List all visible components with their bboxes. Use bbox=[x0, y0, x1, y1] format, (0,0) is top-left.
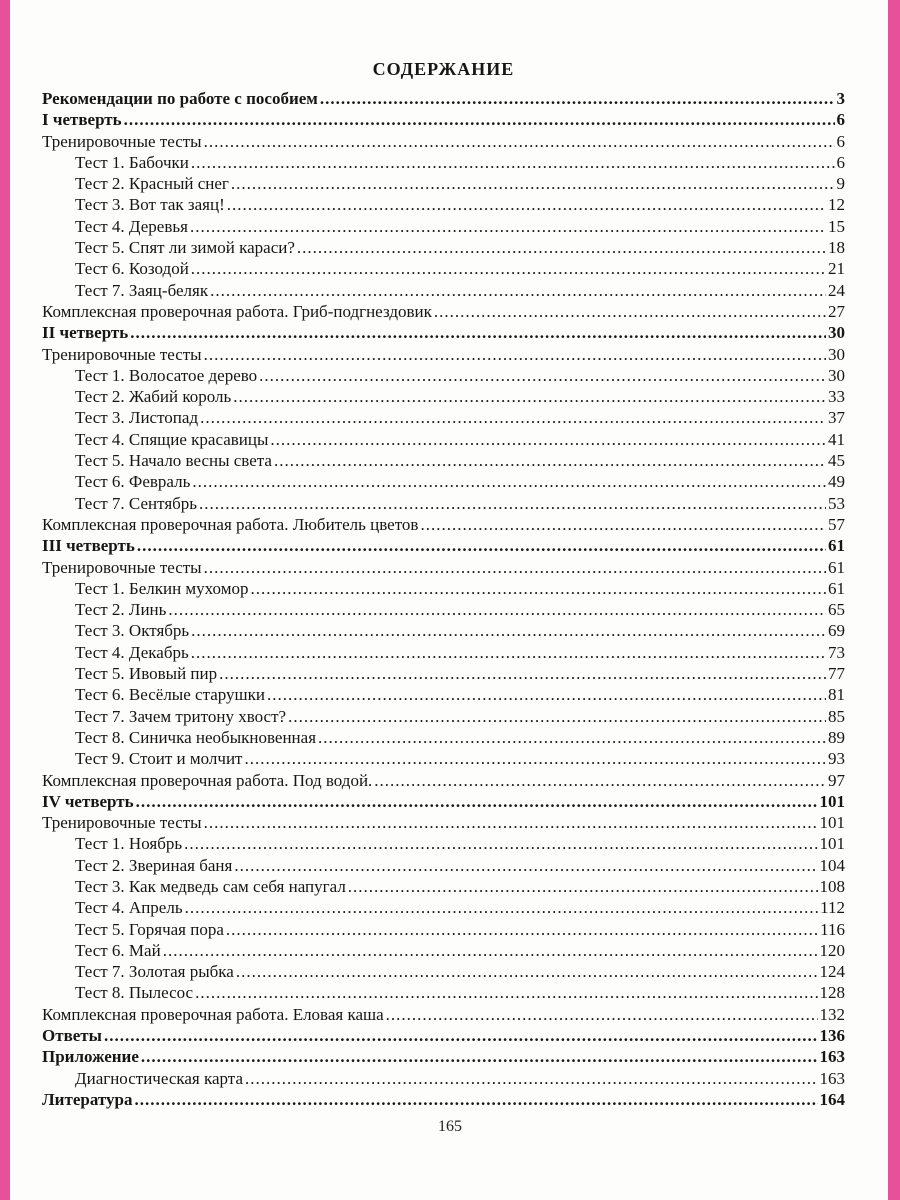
dot-leader bbox=[190, 216, 826, 237]
dot-leader bbox=[245, 1068, 818, 1089]
dot-leader bbox=[236, 961, 818, 982]
toc-entry-page: 124 bbox=[819, 962, 845, 982]
toc-entry-page: 53 bbox=[828, 493, 845, 513]
toc-entry-page: 12 bbox=[828, 195, 845, 215]
toc-entry-title: Тест 1. Ноябрь bbox=[75, 834, 183, 854]
toc-entry-title: IV четверть bbox=[42, 791, 134, 811]
toc-entry-title: Тест 8. Синичка необыкновенная bbox=[75, 727, 317, 747]
toc-entry bbox=[42, 429, 845, 450]
dot-leader bbox=[210, 280, 826, 301]
dot-leader bbox=[320, 88, 835, 109]
toc-list bbox=[42, 88, 845, 1110]
dot-leader bbox=[134, 1089, 817, 1110]
toc-entry-title: Комплексная проверочная работа. Гриб-подгнездовик bbox=[42, 301, 432, 321]
toc-entry bbox=[42, 706, 845, 727]
toc-entry bbox=[42, 919, 845, 940]
dot-leader bbox=[191, 258, 826, 279]
toc-entry-title: Комплексная проверочная работа. Еловая каша bbox=[42, 1004, 384, 1024]
toc-entry-title: Тест 7. Заяц-беляк bbox=[75, 280, 209, 300]
dot-leader bbox=[184, 833, 817, 854]
toc-entry bbox=[42, 1025, 845, 1046]
toc-entry bbox=[42, 599, 845, 620]
toc-entry-title: Диагностическая карта bbox=[75, 1068, 243, 1088]
dot-leader bbox=[374, 770, 826, 791]
toc-entry-title: Тест 2. Жабий король bbox=[75, 387, 232, 407]
left-page-edge bbox=[0, 0, 10, 1200]
dot-leader bbox=[204, 344, 826, 365]
toc-entry-page: 89 bbox=[828, 727, 845, 747]
dot-leader bbox=[130, 322, 826, 343]
toc-entry bbox=[42, 535, 845, 556]
toc-entry-title: Тест 9. Стоит и молчит bbox=[75, 749, 243, 769]
toc-entry-title: Тренировочные тесты bbox=[42, 813, 202, 833]
toc-entry bbox=[42, 961, 845, 982]
dot-leader bbox=[136, 791, 818, 812]
toc-entry bbox=[42, 663, 845, 684]
toc-entry-page: 97 bbox=[828, 770, 845, 790]
toc-entry bbox=[42, 450, 845, 471]
toc-entry-title: Тест 7. Золотая рыбка bbox=[75, 962, 234, 982]
toc-entry bbox=[42, 88, 845, 109]
toc-entry bbox=[42, 684, 845, 705]
toc-entry-page: 37 bbox=[828, 408, 845, 428]
toc-entry bbox=[42, 1046, 845, 1067]
toc-entry-title: Тест 4. Деревья bbox=[75, 216, 188, 236]
toc-entry-page: 101 bbox=[819, 791, 845, 811]
toc-entry-page: 65 bbox=[828, 600, 845, 620]
toc-entry-page: 41 bbox=[828, 429, 845, 449]
toc-entry-title: Комплексная проверочная работа. Любитель цветов bbox=[42, 514, 419, 534]
dot-leader bbox=[434, 301, 826, 322]
toc-entry bbox=[42, 855, 845, 876]
toc-entry bbox=[42, 407, 845, 428]
toc-entry-page: 61 bbox=[828, 557, 845, 577]
dot-leader bbox=[199, 493, 826, 514]
toc-entry bbox=[42, 620, 845, 641]
toc-entry-page: 33 bbox=[828, 387, 845, 407]
toc-entry-title: Приложение bbox=[42, 1047, 139, 1067]
toc-entry bbox=[42, 258, 845, 279]
toc-entry-title: III четверть bbox=[42, 536, 135, 556]
dot-leader bbox=[191, 642, 826, 663]
toc-entry-title: II четверть bbox=[42, 323, 129, 343]
toc-entry bbox=[42, 514, 845, 535]
toc-entry-title: Тест 3. Октябрь bbox=[75, 621, 190, 641]
toc-entry-title: Тест 1. Белкин мухомор bbox=[75, 578, 249, 598]
toc-entry-title: Рекомендации по работе с пособием bbox=[42, 89, 318, 108]
toc-entry bbox=[42, 748, 845, 769]
toc-entry-page: 108 bbox=[819, 876, 845, 896]
toc-entry-title: Тест 5. Начало весны света bbox=[75, 451, 272, 471]
toc-entry bbox=[42, 791, 845, 812]
right-page-edge bbox=[888, 0, 900, 1200]
toc-entry-title: Тест 7. Сентябрь bbox=[75, 493, 198, 513]
toc-entry-title: Тест 3. Листопад bbox=[75, 408, 199, 428]
dot-leader bbox=[250, 578, 826, 599]
toc-entry-page: 104 bbox=[819, 855, 845, 875]
toc-entry bbox=[42, 897, 845, 918]
dot-leader bbox=[259, 365, 826, 386]
toc-entry bbox=[42, 982, 845, 1003]
toc-entry-page: 49 bbox=[828, 472, 845, 492]
dot-leader bbox=[244, 748, 826, 769]
dot-leader bbox=[233, 386, 826, 407]
toc-entry-title: Тест 5. Ивовый пир bbox=[75, 664, 218, 684]
toc-entry-title: Тренировочные тесты bbox=[42, 344, 202, 364]
toc-entry bbox=[42, 173, 845, 194]
toc-entry bbox=[42, 770, 845, 791]
dot-leader bbox=[104, 1025, 818, 1046]
toc-entry-page: 120 bbox=[819, 940, 845, 960]
toc-entry bbox=[42, 194, 845, 215]
dot-leader bbox=[348, 876, 818, 897]
toc-entry-title: Тест 6. Май bbox=[75, 940, 161, 960]
dot-leader bbox=[200, 407, 826, 428]
toc-entry-page: 77 bbox=[828, 664, 845, 684]
dot-leader bbox=[204, 131, 835, 152]
toc-entry-page: 9 bbox=[836, 174, 845, 194]
toc-entry-title: Тест 2. Красный снег bbox=[75, 174, 229, 194]
toc-entry-title: I четверть bbox=[42, 110, 122, 130]
toc-entry-title: Тест 4. Декабрь bbox=[75, 642, 189, 662]
dot-leader bbox=[420, 514, 826, 535]
dot-leader bbox=[297, 237, 826, 258]
toc-entry bbox=[42, 344, 845, 365]
dot-leader bbox=[270, 429, 826, 450]
toc-entry bbox=[42, 322, 845, 343]
toc-entry bbox=[42, 557, 845, 578]
toc-entry bbox=[42, 940, 845, 961]
dot-leader bbox=[226, 919, 818, 940]
toc-entry-title: Тренировочные тесты bbox=[42, 131, 202, 151]
toc-entry bbox=[42, 280, 845, 301]
toc-entry-page: 116 bbox=[820, 919, 845, 939]
dot-leader bbox=[267, 684, 826, 705]
dot-leader bbox=[191, 620, 826, 641]
dot-leader bbox=[195, 982, 817, 1003]
toc-entry-title: Комплексная проверочная работа. Под водой. bbox=[42, 770, 373, 790]
toc-entry-page: 18 bbox=[828, 238, 845, 258]
toc-entry-page: 73 bbox=[828, 642, 845, 662]
toc-entry bbox=[42, 493, 845, 514]
dot-leader bbox=[274, 450, 826, 471]
toc-entry-page: 30 bbox=[828, 365, 845, 385]
dot-leader bbox=[219, 663, 826, 684]
toc-entry bbox=[42, 109, 845, 130]
toc-entry bbox=[42, 471, 845, 492]
toc-entry bbox=[42, 216, 845, 237]
dot-leader bbox=[227, 194, 826, 215]
toc-entry-title: Тест 4. Апрель bbox=[75, 898, 183, 918]
toc-entry-page: 128 bbox=[819, 983, 845, 1003]
page-title: СОДЕРЖАНИЕ bbox=[372, 59, 515, 79]
toc-entry bbox=[42, 578, 845, 599]
toc-entry-title: Тест 5. Спят ли зимой караси? bbox=[75, 238, 295, 258]
dot-leader bbox=[191, 152, 835, 173]
dot-leader bbox=[204, 557, 826, 578]
toc-entry-page: 101 bbox=[819, 813, 845, 833]
dot-leader bbox=[163, 940, 818, 961]
toc-entry-page: 30 bbox=[828, 344, 845, 364]
dot-leader bbox=[185, 897, 819, 918]
toc-entry-title: Тест 3. Вот так заяц! bbox=[75, 195, 225, 215]
dot-leader bbox=[231, 173, 835, 194]
dot-leader bbox=[204, 812, 818, 833]
toc-entry-page: 136 bbox=[819, 1026, 845, 1046]
toc-entry-page: 3 bbox=[836, 89, 845, 108]
toc-entry-page: 6 bbox=[836, 131, 845, 151]
toc-entry bbox=[42, 237, 845, 258]
toc-entry-page: 85 bbox=[828, 706, 845, 726]
toc-entry-page: 24 bbox=[828, 280, 845, 300]
toc-entry-page: 93 bbox=[828, 749, 845, 769]
dot-leader bbox=[318, 727, 826, 748]
toc-entry bbox=[42, 152, 845, 173]
dot-leader bbox=[288, 706, 826, 727]
toc-entry-page: 15 bbox=[828, 216, 845, 236]
toc-entry-title: Тест 4. Спящие красавицы bbox=[75, 429, 269, 449]
dot-leader bbox=[168, 599, 826, 620]
toc-entry bbox=[42, 833, 845, 854]
toc-entry bbox=[42, 1068, 845, 1089]
toc-entry-page: 6 bbox=[836, 110, 845, 130]
toc-entry-page: 101 bbox=[819, 834, 845, 854]
toc-entry bbox=[42, 301, 845, 322]
toc-entry-title: Тест 2. Линь bbox=[75, 600, 167, 620]
toc-entry-title: Тест 7. Зачем тритону хвост? bbox=[75, 706, 287, 726]
toc-entry-title: Литература bbox=[42, 1089, 133, 1109]
page-number: 165 bbox=[438, 1118, 462, 1135]
toc-entry bbox=[42, 876, 845, 897]
toc-entry-title: Тест 3. Как медведь сам себя напугал bbox=[75, 876, 346, 896]
toc-entry-page: 112 bbox=[820, 898, 845, 918]
dot-leader bbox=[141, 1046, 818, 1067]
toc-entry-page: 45 bbox=[828, 451, 845, 471]
toc-page bbox=[42, 58, 845, 1110]
dot-leader bbox=[124, 109, 835, 130]
toc-entry bbox=[42, 365, 845, 386]
toc-entry-page: 69 bbox=[828, 621, 845, 641]
toc-entry bbox=[42, 812, 845, 833]
toc-entry-page: 163 bbox=[819, 1047, 845, 1067]
toc-entry-page: 30 bbox=[828, 323, 845, 343]
toc-entry-page: 163 bbox=[819, 1068, 845, 1088]
toc-entry-title: Тест 5. Горячая пора bbox=[75, 919, 224, 939]
toc-entry-title: Тест 8. Пылесос bbox=[75, 983, 194, 1003]
toc-entry bbox=[42, 131, 845, 152]
dot-leader bbox=[192, 471, 826, 492]
toc-entry-page: 21 bbox=[828, 259, 845, 279]
toc-entry-title: Тест 6. Февраль bbox=[75, 472, 191, 492]
toc-entry-title: Тренировочные тесты bbox=[42, 557, 202, 577]
toc-entry-page: 6 bbox=[836, 152, 845, 172]
toc-entry-page: 61 bbox=[828, 578, 845, 598]
toc-entry-page: 132 bbox=[819, 1004, 845, 1024]
toc-entry bbox=[42, 1004, 845, 1025]
dot-leader bbox=[137, 535, 826, 556]
toc-entry-title: Тест 1. Волосатое дерево bbox=[75, 365, 258, 385]
toc-entry bbox=[42, 386, 845, 407]
toc-entry-title: Тест 6. Весёлые старушки bbox=[75, 685, 265, 705]
toc-entry-page: 164 bbox=[819, 1089, 845, 1109]
toc-entry-page: 61 bbox=[828, 536, 845, 556]
toc-entry-title: Тест 2. Звериная баня bbox=[75, 855, 233, 875]
toc-entry-title: Ответы bbox=[42, 1026, 102, 1046]
dot-leader bbox=[234, 855, 817, 876]
toc-entry-page: 57 bbox=[828, 514, 845, 534]
toc-entry bbox=[42, 1089, 845, 1110]
toc-entry-title: Тест 1. Бабочки bbox=[75, 152, 189, 172]
toc-entry-page: 27 bbox=[828, 301, 845, 321]
toc-entry bbox=[42, 727, 845, 748]
dot-leader bbox=[386, 1004, 818, 1025]
toc-entry-title: Тест 6. Козодой bbox=[75, 259, 189, 279]
toc-entry-page: 81 bbox=[828, 685, 845, 705]
toc-entry bbox=[42, 642, 845, 663]
